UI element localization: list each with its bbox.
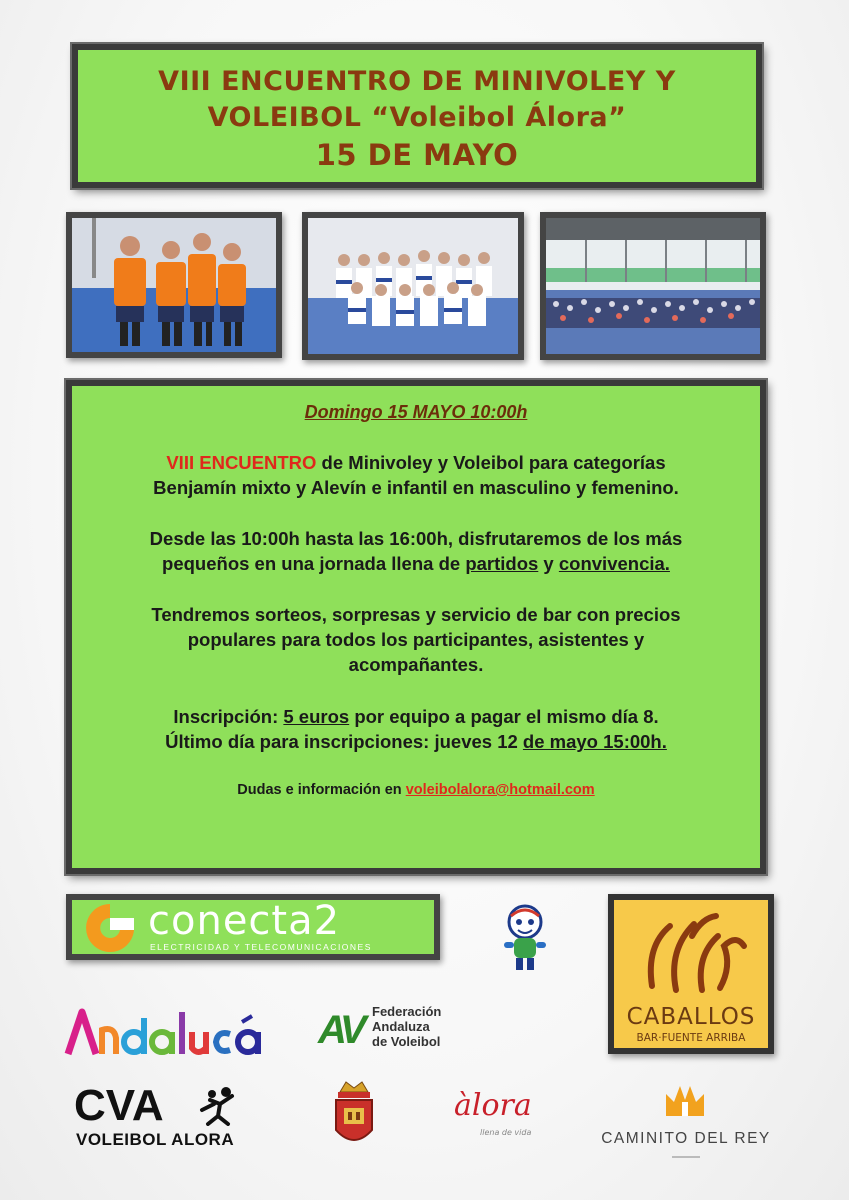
convivencia-text: convivencia.	[558, 553, 670, 574]
volleyball-player-icon	[192, 1086, 236, 1126]
title-banner	[72, 44, 762, 188]
cva-logo	[74, 1081, 244, 1154]
registration-text: por equipo a pagar el mismo día 8.	[349, 706, 659, 727]
schedule-line-2: pequeños en una jornada llena de	[162, 553, 466, 574]
paragraph-registration	[72, 704, 760, 754]
alora-logo	[454, 1086, 534, 1150]
horse-head-icon	[632, 906, 752, 996]
intro-text-a: de Minivoley y Voleibol para categorías	[316, 452, 666, 473]
paragraph-intro	[72, 450, 760, 500]
event-date: Domingo 15 MAYO 10:00h	[304, 402, 528, 422]
caballos-tagline: BAR·FUENTE ARRIBA	[636, 1032, 746, 1044]
federacion-line-1: Federación	[372, 1004, 442, 1019]
photo-orange-team	[66, 212, 282, 358]
extras-line-3: acompañantes.	[348, 654, 484, 675]
volleyball-mascot-icon	[494, 900, 556, 974]
caballos-logo	[608, 894, 774, 1054]
federacion-line-3: de Voleibol	[372, 1034, 441, 1049]
alora-wordmark: àlora	[454, 1088, 532, 1123]
photo-crowd	[540, 212, 766, 360]
photo-orange-team-image	[72, 218, 276, 352]
federacion-line-2: Andaluza	[372, 1019, 430, 1034]
caballos-wordmark: CABALLOS	[626, 1004, 756, 1030]
schedule-and: y	[538, 553, 559, 574]
coat-of-arms-logo	[332, 1078, 376, 1154]
title-line-2: VOLEIBOL “Voleibol Álora”	[207, 102, 627, 133]
cva-text: CVA	[74, 1081, 164, 1130]
deadline-text: Último día para inscripciones: jueves 12	[165, 731, 523, 752]
title-line-1: VIII ENCUENTRO DE MINIVOLEY Y	[158, 66, 676, 97]
andalucia-wordmark-graphic	[64, 1004, 274, 1060]
andalucia-logo	[64, 1004, 274, 1060]
contact-label: Dudas e información en	[237, 782, 406, 798]
extras-line-1: Tendremos sorteos, sorpresas y servicio de bar con precios	[151, 604, 681, 625]
schedule-line-1: Desde las 10:00h hasta las 16:00h, disfrutaremos de los más	[149, 528, 683, 549]
paragraph-extras	[72, 602, 760, 677]
extras-line-2: populares para todos los participantes, asistentes y	[187, 629, 645, 650]
deadline-date: de mayo 15:00h.	[522, 731, 667, 752]
photo-white-team	[302, 212, 524, 360]
federacion-logo	[318, 1004, 478, 1058]
contact-email-link[interactable]: voleibolalora@hotmail.com	[405, 782, 595, 798]
conecta2-logo	[66, 894, 440, 960]
coat-of-arms-icon	[332, 1078, 376, 1154]
federacion-mark: AV	[318, 1008, 363, 1052]
intro-text-b: Benjamín mixto y Alevín e infantil en masculino y femenino.	[153, 477, 679, 498]
conecta-swirl-icon	[80, 900, 140, 954]
title-line-3: 15 DE MAYO	[315, 138, 519, 172]
registration-label: Inscripción:	[173, 706, 284, 727]
photo-crowd-image	[546, 218, 760, 354]
caminito-logo	[594, 1080, 778, 1160]
caminito-divider	[672, 1156, 700, 1158]
alora-tagline: llena de vida	[480, 1128, 532, 1137]
conecta-tagline: ELECTRICIDAD Y TELECOMUNICACIONES	[150, 942, 372, 952]
mascot-logo	[494, 900, 556, 974]
partidos-text: partidos	[465, 553, 539, 574]
info-panel	[66, 380, 766, 874]
crown-icon	[662, 1080, 708, 1120]
federacion-text	[372, 1004, 441, 1049]
photo-white-team-image	[308, 218, 518, 354]
cva-wordmark	[74, 1081, 164, 1130]
intro-highlight: VIII ENCUENTRO	[166, 452, 317, 473]
caminito-wordmark: CAMINITO DEL REY	[601, 1130, 771, 1147]
paragraph-schedule	[72, 526, 760, 576]
conecta-wordmark: conecta2	[148, 898, 341, 944]
cva-subtitle: VOLEIBOL ALORA	[76, 1130, 235, 1149]
registration-price: 5 euros	[283, 706, 350, 727]
contact-line	[72, 782, 760, 798]
